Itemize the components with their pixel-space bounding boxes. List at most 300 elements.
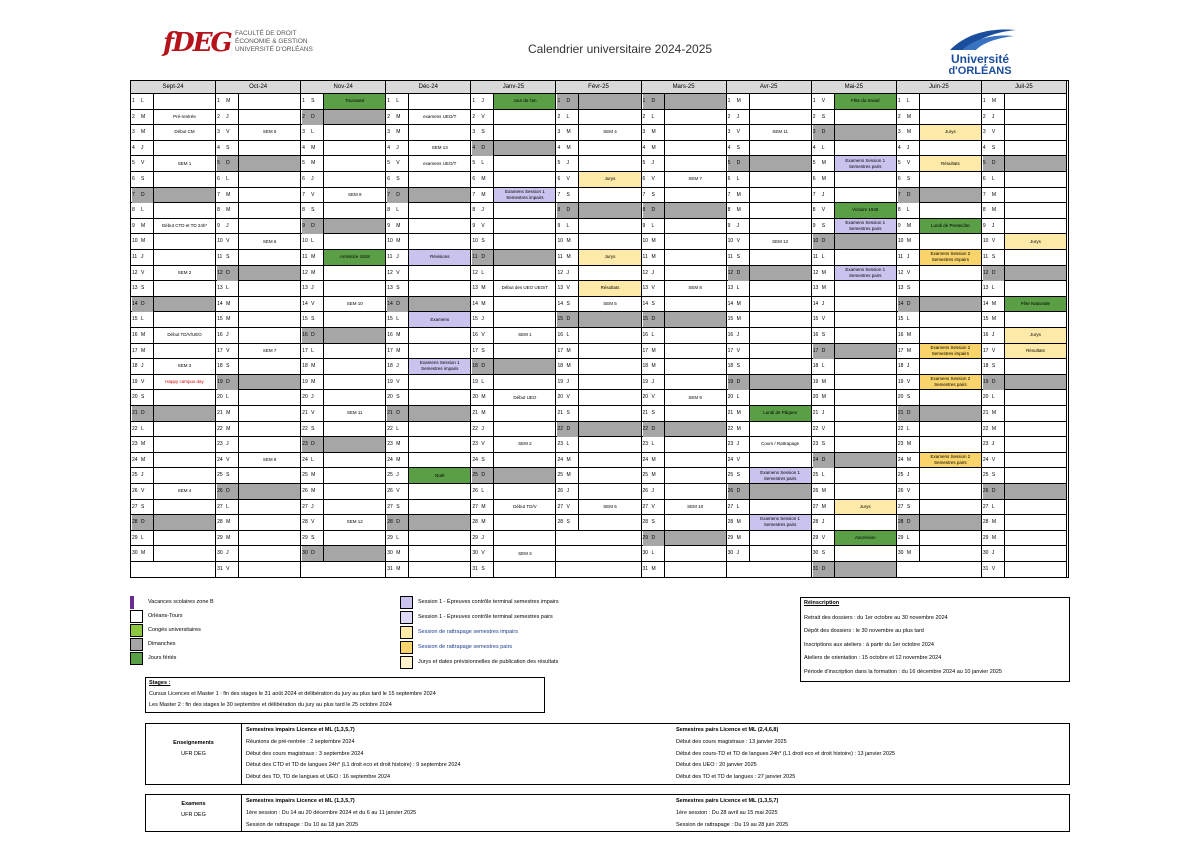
day-row — [301, 156, 385, 172]
day-letter: S — [396, 285, 400, 292]
day-row — [216, 484, 300, 500]
legend-swatch — [130, 610, 143, 623]
day-letter: L — [141, 534, 144, 541]
day-row — [471, 328, 555, 344]
day-row — [812, 250, 896, 266]
day-number: 21 — [982, 410, 989, 416]
stages-line: Cursus Licences et Master 1 : fin des stages le 31 août 2024 et délibération du jury au plus tard le 15 septembre 2024 — [149, 691, 436, 697]
day-letter: V — [481, 550, 485, 557]
day-letter: M — [651, 347, 656, 354]
day-row — [131, 562, 215, 578]
exa-right-line: Session de rattrapage : Du 19 au 28 juin 2025 — [676, 822, 789, 828]
sunday-cell — [835, 344, 896, 359]
day-number: 29 — [387, 534, 393, 541]
day-number: 14 — [727, 300, 734, 307]
day-number: 19 — [132, 378, 138, 385]
day-number: 4 — [302, 144, 305, 151]
day-number: 4 — [727, 144, 731, 151]
day-letter: J — [141, 144, 144, 151]
day-row — [131, 219, 215, 235]
examens-sublabel: UFR DEG — [181, 812, 206, 818]
sunday-cell — [920, 406, 981, 421]
sunday-cell — [154, 297, 215, 312]
day-row — [301, 468, 385, 484]
day-number: 7 — [132, 188, 141, 203]
calendar-event: SEM 11 — [772, 129, 788, 135]
day-letter: D — [226, 484, 238, 499]
sunday-cell — [494, 359, 555, 374]
day-number: 13 — [217, 285, 223, 292]
calendar-event: Examens Session 2 Semestres pairs — [920, 453, 981, 468]
day-number: 22 — [302, 425, 308, 432]
day-row — [386, 422, 470, 438]
day-letter: M — [566, 363, 571, 370]
day-number: 3 — [472, 129, 476, 136]
exa-right-title: Semestres pairs Licence et ML (1,3,5,7) — [676, 798, 779, 804]
day-row — [386, 297, 470, 313]
day-row — [812, 172, 896, 188]
day-letter: S — [821, 113, 826, 120]
day-number: 28 — [727, 519, 734, 526]
day-number: 26 — [472, 488, 478, 494]
day-letter: L — [736, 176, 740, 182]
day-row — [216, 156, 300, 172]
day-number: 23 — [217, 441, 223, 448]
day-number: 18 — [217, 363, 223, 370]
day-number: 6 — [557, 176, 561, 182]
day-row — [727, 94, 811, 110]
calendar-event: Toussaint — [324, 94, 385, 109]
day-letter: S — [396, 503, 400, 510]
day-number: 22 — [897, 425, 904, 432]
day-number: 7 — [642, 191, 646, 198]
sunday-cell — [835, 125, 896, 140]
day-row — [301, 500, 385, 516]
day-letter: J — [651, 488, 655, 494]
calendar-event: SEM 9 — [347, 191, 362, 197]
day-number: 11 — [387, 254, 393, 260]
day-number: 1 — [217, 98, 220, 104]
ens-left-line: Réunions de pré-rentrée : 2 septembre 2024 — [246, 739, 355, 745]
day-letter: D — [396, 188, 408, 203]
day-letter: M — [141, 113, 146, 120]
day-number: 20 — [982, 394, 989, 401]
day-number: 16 — [472, 332, 478, 338]
day-letter: D — [566, 203, 578, 218]
day-row — [301, 297, 385, 313]
day-number: 8 — [812, 207, 816, 214]
day-letter: J — [311, 503, 314, 510]
day-row — [131, 359, 215, 375]
day-row — [897, 328, 981, 344]
day-number: 31 — [642, 566, 649, 572]
day-letter: M — [141, 441, 146, 448]
day-letter: J — [906, 472, 910, 479]
day-number: 17 — [642, 347, 649, 354]
day-letter: S — [566, 191, 570, 198]
day-number: 3 — [982, 129, 986, 136]
day-row — [812, 219, 896, 235]
day-letter: V — [226, 347, 230, 354]
day-row — [216, 281, 300, 297]
day-row — [216, 437, 300, 453]
day-number: 25 — [302, 472, 308, 479]
day-letter: M — [396, 129, 401, 136]
day-letter: D — [226, 156, 238, 171]
day-letter: S — [736, 363, 740, 370]
day-row — [301, 484, 385, 500]
day-number: 10 — [302, 238, 308, 245]
sunday-cell — [750, 484, 811, 499]
day-letter: L — [991, 503, 995, 510]
day-number: 25 — [387, 472, 393, 479]
day-letter: M — [481, 394, 486, 401]
day-letter: J — [396, 472, 399, 479]
day-row — [727, 188, 811, 204]
day-letter: V — [396, 488, 400, 494]
day-letter: J — [226, 113, 229, 120]
day-letter: M — [141, 238, 146, 245]
day-row — [301, 94, 385, 110]
sunday-cell — [154, 406, 215, 421]
day-letter: S — [991, 144, 996, 151]
day-row — [897, 468, 981, 484]
day-number: 20 — [132, 394, 138, 401]
day-row — [216, 312, 300, 328]
day-letter: L — [651, 222, 655, 229]
day-row — [216, 468, 300, 484]
day-letter: J — [396, 363, 399, 370]
day-number: 27 — [387, 503, 393, 510]
day-row — [556, 281, 640, 297]
day-number: 18 — [387, 363, 393, 370]
day-number: 20 — [557, 394, 564, 401]
day-number: 2 — [217, 113, 220, 120]
day-number: 10 — [982, 238, 989, 245]
calendar-event: SEM 13 — [431, 145, 448, 151]
day-row — [301, 172, 385, 188]
day-number: 26 — [387, 488, 393, 494]
calendar-event: SEM 3 — [518, 550, 532, 556]
day-letter: S — [141, 503, 145, 510]
calendar-event: Noël — [409, 468, 470, 483]
day-row — [556, 515, 640, 531]
day-letter: J — [906, 144, 910, 151]
day-number: 26 — [132, 488, 138, 494]
calendar-event: Cours / Rattrapage — [761, 441, 800, 447]
day-row — [727, 468, 811, 484]
day-row — [216, 266, 300, 282]
day-row — [982, 141, 1066, 157]
day-row — [471, 390, 555, 406]
day-letter: D — [226, 375, 238, 390]
day-letter: D — [737, 156, 749, 171]
day-number: 12 — [132, 269, 138, 276]
day-letter: L — [141, 425, 144, 432]
day-letter: D — [992, 266, 1004, 281]
calendar-event: Début CTD et TD 24h* — [161, 223, 208, 229]
day-number: 21 — [302, 410, 308, 416]
month-header: Déc-24 — [386, 81, 471, 94]
day-row — [556, 437, 640, 453]
day-number: 17 — [813, 344, 822, 359]
day-number: 7 — [727, 191, 731, 198]
day-letter: S — [651, 191, 655, 198]
calendar-event: SEM 7 — [262, 347, 277, 353]
day-row — [727, 406, 811, 422]
calendar-event: Examens Session 2 Semestres impairs — [920, 344, 981, 359]
day-number: 10 — [472, 238, 478, 245]
ens-left-title: Semestres impairs Licence et ML (1,3,5,7) — [246, 727, 355, 733]
day-number: 2 — [642, 113, 646, 120]
day-number: 12 — [812, 269, 819, 276]
day-number: 22 — [643, 422, 652, 437]
day-number: 16 — [217, 332, 223, 338]
day-row — [556, 312, 640, 328]
day-row — [642, 453, 726, 469]
day-number: 27 — [557, 503, 564, 510]
day-letter: D — [652, 531, 664, 546]
day-number: 11 — [812, 254, 818, 260]
day-row — [982, 531, 1066, 547]
day-number: 27 — [302, 503, 308, 510]
day-row — [301, 141, 385, 157]
day-row — [131, 125, 215, 141]
day-row — [556, 546, 640, 562]
day-row — [131, 110, 215, 126]
day-number: 20 — [812, 394, 819, 401]
sunday-cell — [494, 141, 555, 156]
day-row — [982, 500, 1066, 516]
day-letter: M — [736, 207, 741, 214]
day-number: 31 — [387, 566, 393, 572]
month-header: Févr-25 — [556, 81, 641, 94]
day-number: 21 — [472, 410, 478, 416]
day-letter: V — [991, 566, 996, 572]
day-letter: D — [907, 406, 919, 421]
day-letter: J — [736, 550, 740, 557]
ens-right-title: Semestres pairs Licence et ML (2,4,6,8) — [676, 727, 779, 733]
day-letter: L — [226, 285, 229, 292]
day-letter: M — [991, 410, 997, 416]
day-letter: M — [226, 300, 231, 307]
day-number: 13 — [557, 285, 564, 292]
day-row — [727, 281, 811, 297]
day-row — [727, 297, 811, 313]
day-row — [642, 437, 726, 453]
calendar-event: SEM 10 — [687, 503, 704, 509]
day-number: 23 — [897, 441, 904, 448]
day-letter: L — [226, 394, 229, 401]
day-number: 22 — [557, 422, 566, 437]
day-letter: S — [651, 410, 655, 416]
day-letter: M — [991, 534, 997, 541]
day-number: 23 — [727, 441, 734, 448]
day-row — [642, 359, 726, 375]
day-row — [556, 234, 640, 250]
day-number: 12 — [728, 266, 737, 281]
day-letter: M — [906, 238, 911, 245]
day-letter: V — [906, 488, 911, 494]
day-number: 30 — [897, 550, 904, 557]
sunday-cell — [239, 266, 300, 281]
sunday-cell — [324, 328, 385, 343]
day-row — [727, 219, 811, 235]
day-letter: D — [481, 141, 493, 156]
day-row — [386, 94, 470, 110]
day-letter: J — [396, 144, 399, 151]
day-letter: M — [651, 129, 656, 136]
day-letter: D — [481, 468, 493, 483]
day-row — [301, 359, 385, 375]
day-number: 31 — [217, 566, 223, 572]
university-name-city: d'ORLÉANS — [948, 65, 1012, 77]
day-number: 25 — [812, 472, 819, 479]
sunday-cell — [665, 531, 726, 546]
day-row — [556, 125, 640, 141]
day-number: 29 — [217, 534, 223, 541]
day-number: 5 — [557, 160, 561, 167]
day-letter: L — [736, 394, 740, 401]
day-number: 18 — [727, 363, 734, 370]
day-row — [727, 125, 811, 141]
day-letter: V — [141, 378, 145, 385]
day-number: 4 — [642, 144, 646, 151]
day-letter: V — [481, 113, 485, 120]
day-letter: L — [906, 207, 910, 214]
day-number: 4 — [472, 141, 481, 156]
day-row — [131, 141, 215, 157]
day-row — [471, 172, 555, 188]
month-column — [812, 94, 897, 578]
day-number: 23 — [982, 441, 989, 448]
day-row — [642, 172, 726, 188]
day-row — [727, 156, 811, 172]
day-number: 8 — [302, 207, 305, 214]
day-row — [301, 266, 385, 282]
day-row — [982, 156, 1066, 172]
day-number: 30 — [472, 550, 478, 557]
calendar-event: Happy campus day — [165, 379, 204, 385]
day-number: 25 — [472, 468, 481, 483]
day-row — [897, 422, 981, 438]
calendar-event: Jurys — [579, 250, 640, 265]
day-letter: L — [396, 98, 400, 104]
legend-swatch — [400, 611, 413, 624]
day-letter: S — [226, 254, 230, 260]
day-letter: L — [566, 113, 570, 120]
day-letter: V — [141, 160, 145, 167]
day-letter: S — [736, 144, 740, 151]
day-row — [386, 312, 470, 328]
calendar-event: SEM 3 — [177, 363, 192, 369]
day-row — [897, 266, 981, 282]
day-number: 10 — [897, 238, 904, 245]
month-column — [131, 94, 216, 578]
day-row — [642, 312, 726, 328]
day-number: 3 — [217, 129, 220, 136]
day-number: 10 — [557, 238, 564, 245]
day-row — [386, 172, 470, 188]
day-number: 17 — [387, 347, 393, 354]
day-number: 28 — [898, 515, 907, 530]
day-letter: J — [566, 378, 569, 385]
sunday-cell — [579, 312, 640, 327]
legend-label: Jurys et dates prévisionnelles de publication des résultats — [418, 659, 559, 665]
sunday-cell — [409, 515, 470, 530]
day-letter: S — [821, 550, 826, 557]
day-letter: M — [141, 129, 146, 136]
day-number: 4 — [982, 144, 986, 151]
day-letter: S — [481, 347, 485, 354]
day-number: 10 — [642, 238, 649, 245]
sunday-cell — [920, 297, 981, 312]
day-number: 13 — [132, 285, 138, 292]
day-row — [131, 546, 215, 562]
day-row — [812, 422, 896, 438]
day-row — [556, 562, 640, 578]
day-row — [727, 500, 811, 516]
day-number: 15 — [982, 316, 989, 323]
day-row — [386, 546, 470, 562]
day-letter: J — [481, 534, 484, 541]
day-letter: V — [226, 129, 230, 136]
day-row — [556, 500, 640, 516]
day-letter: M — [396, 550, 401, 557]
day-letter: M — [821, 394, 826, 401]
day-letter: L — [566, 332, 570, 338]
day-number: 5 — [387, 160, 391, 167]
university-wing-icon — [948, 26, 1018, 52]
day-letter: M — [906, 441, 911, 448]
day-number: 21 — [557, 410, 564, 416]
day-number: 31 — [813, 562, 822, 577]
day-number: 6 — [217, 176, 220, 182]
day-row — [982, 422, 1066, 438]
day-row — [216, 110, 300, 126]
day-letter: M — [396, 113, 401, 120]
day-row — [386, 188, 470, 204]
day-number: 13 — [982, 285, 989, 292]
day-row — [131, 422, 215, 438]
day-number: 9 — [727, 222, 731, 229]
day-row — [727, 546, 811, 562]
day-number: 26 — [983, 484, 992, 499]
day-number: 4 — [132, 144, 135, 151]
day-letter: S — [991, 472, 996, 479]
day-row — [556, 110, 640, 126]
day-number: 21 — [217, 410, 223, 416]
calendar-event: SEM 1 — [518, 332, 532, 338]
day-number: 23 — [132, 441, 138, 448]
day-row — [727, 110, 811, 126]
day-letter: J — [226, 441, 229, 448]
day-row — [216, 250, 300, 266]
day-letter: V — [651, 503, 655, 510]
day-letter: M — [821, 176, 826, 182]
day-number: 11 — [217, 254, 223, 260]
day-row — [812, 281, 896, 297]
day-number: 9 — [982, 222, 986, 229]
day-letter: S — [906, 176, 911, 182]
day-letter: M — [991, 316, 997, 323]
day-row — [556, 219, 640, 235]
day-letter: M — [736, 410, 741, 416]
calendar-event: SEM 6 — [262, 238, 277, 244]
day-letter: M — [821, 378, 826, 385]
day-number: 14 — [217, 300, 223, 307]
day-letter: M — [566, 129, 571, 136]
